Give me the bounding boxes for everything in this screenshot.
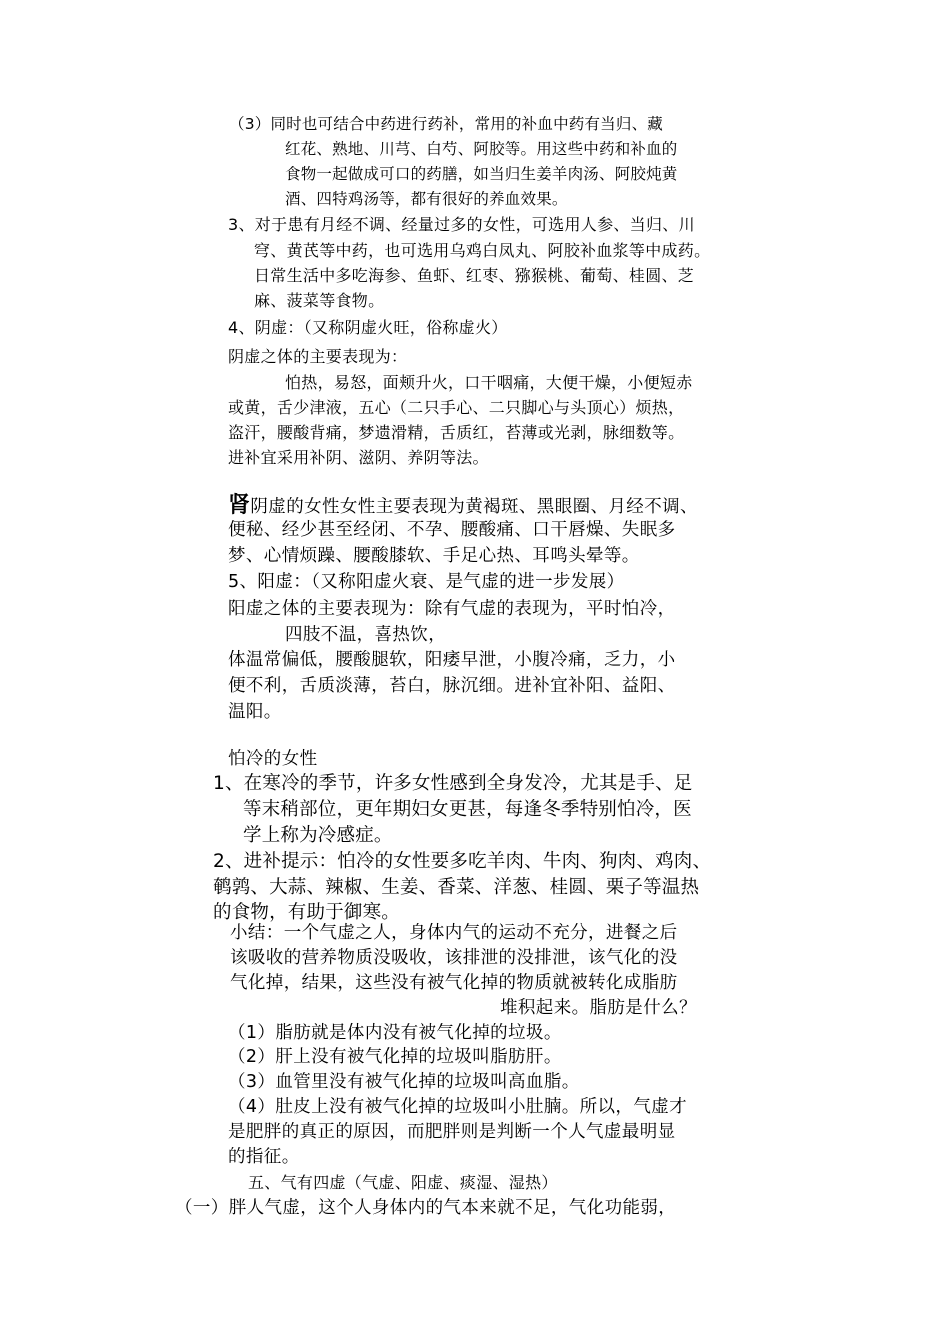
text-line: 便不利，舌质淡薄，苔白，脉沉细。进补宜补阳、益阳、 <box>228 676 676 696</box>
text-line: 阳虚之体的主要表现为：除有气虚的表现为，平时怕冷， <box>228 599 676 619</box>
text-line: 该吸收的营养物质没吸收，该排泄的没排泄，该气化的没 <box>230 948 678 968</box>
list-item: （4）肚皮上没有被气化掉的垃圾叫小肚腩。所以，气虚才 <box>228 1097 688 1117</box>
text-line: 的指征。 <box>228 1147 300 1167</box>
text-line: 梦、心情烦躁、腰酸膝软、手足心热、耳鸣头晕等。 <box>228 546 640 566</box>
text-line <box>228 495 698 517</box>
text-line: 2、进补提示：怕冷的女性要多吃羊肉、牛肉、狗肉、鸡肉、 <box>213 851 712 872</box>
text-line: 等末稍部位，更年期妇女更甚，每逢冬季特别怕冷，医 <box>243 799 692 820</box>
text-line: 鹌鹑、大蒜、辣椒、生姜、香菜、洋葱、桂圆、栗子等温热 <box>213 877 700 898</box>
list-item: （2）肝上没有被气化掉的垃圾叫脂肪肝。 <box>228 1047 562 1067</box>
text-span: 阴虚的女性女性主要表现为黄褐斑、黑眼圈、月经不调、 <box>250 497 698 517</box>
section-heading: 五、气有四虚（气虚、阳虚、痰湿、湿热） <box>248 1173 558 1192</box>
emphasis-char: 肾 <box>228 493 251 518</box>
text-line: 是肥胖的真正的原因，而肥胖则是判断一个人气虚最明显 <box>228 1122 676 1142</box>
text-line: 食物一起做成可口的药膳，如当归生姜羊肉汤、阿胶炖黄 <box>285 165 678 183</box>
text-line: （一）胖人气虚，这个人身体内的气本来就不足，气化功能弱， <box>175 1198 677 1218</box>
text-line: 的食物，有助于御寒。 <box>213 902 401 923</box>
text-line: 盗汗，腰酸背痛，梦遗滑精，舌质红，苔薄或光剥，脉细数等。 <box>228 423 685 442</box>
text-line: 进补宜采用补阴、滋阴、养阴等法。 <box>228 448 489 467</box>
text-line: 穹、黄芪等中药，也可选用乌鸡白凤丸、阿胶补血浆等中成药。 <box>254 241 711 260</box>
section-heading: 怕冷的女性 <box>228 749 318 769</box>
list-item: （3）血管里没有被气化掉的垃圾叫高血脂。 <box>228 1072 580 1092</box>
text-line: 或黄，舌少津液，五心（二只手心、二只脚心与头顶心）烦热， <box>228 398 685 417</box>
text-line: 小结：一个气虚之人，身体内气的运动不充分，进餐之后 <box>230 923 678 943</box>
text-line: 3、对于患有月经不调、经量过多的女性，可选用人参、当归、川 <box>228 215 695 234</box>
text-line: 日常生活中多吃海参、鱼虾、红枣、猕猴桃、葡萄、桂圆、芝 <box>254 266 695 285</box>
text-line: 气化掉，结果，这些没有被气化掉的物质就被转化成脂肪 <box>230 973 678 993</box>
section-heading: 5、阳虚：（又称阳虚火衰、是气虚的进一步发展） <box>228 572 625 592</box>
text-line: 学上称为冷感症。 <box>243 825 393 846</box>
text-line: 1、在寒冷的季节，许多女性感到全身发冷，尤其是手、足 <box>213 773 693 794</box>
text-line: 温阳。 <box>228 702 282 722</box>
text-line: 体温常偏低，腰酸腿软，阳痿早泄，小腹冷痛，乏力，小 <box>228 650 676 670</box>
text-line: 红花、熟地、川芎、白芍、阿胶等。用这些中药和补血的 <box>285 140 678 158</box>
text-line: 堆积起来。脂肪是什么？ <box>500 998 697 1018</box>
text-line: 怕热，易怒，面颊升火，口干咽痛，大便干燥，小便短赤 <box>285 373 693 392</box>
text-line: （3）同时也可结合中药进行药补，常用的补血中药有当归、藏 <box>229 115 663 133</box>
section-heading: 4、阴虚：（又称阴虚火旺，俗称虚火） <box>228 318 508 337</box>
list-item: （1）脂肪就是体内没有被气化掉的垃圾。 <box>228 1023 562 1043</box>
text-line: 麻、菠菜等食物。 <box>254 291 385 310</box>
text-line: 酒、四特鸡汤等，都有很好的养血效果。 <box>285 190 568 208</box>
text-line: 阴虚之体的主要表现为： <box>228 347 408 366</box>
text-line: 便秘、经少甚至经闭、不孕、腰酸痛、口干唇燥、失眠多 <box>228 520 676 540</box>
text-line: 四肢不温，喜热饮， <box>285 625 447 645</box>
